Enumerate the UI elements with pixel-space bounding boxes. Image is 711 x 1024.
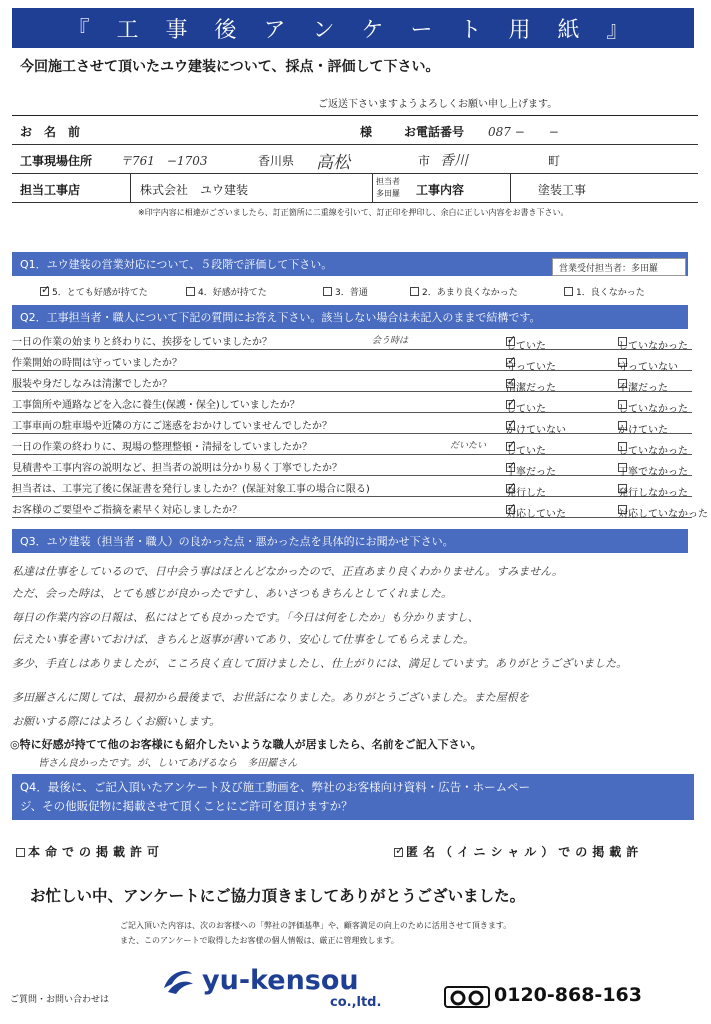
recommend-staff-prompt: ◎特に好感が持てて他のお客様にも紹介したいような職人が居ましたら、名前をご記入下さい。 [10,738,482,751]
q2-answer-label: 丁寧でなかった [618,467,688,478]
q2-row [12,434,692,455]
q2-question: 作業開始の時間は守っていましたか？ [12,358,182,369]
staff-name: 多田羅 [376,189,400,198]
phone-label: お電話番号 [404,125,465,139]
company-label: 担当工事店 [20,183,81,197]
q2-label: Q2．工事担当者・職人について下記の質問にお答え下さい。該当しない場合は未記入のままで結構です。 [20,311,541,324]
checkbox[interactable] [323,287,332,296]
swirl-logo-icon [160,966,196,996]
q4-line-1: Q4．最後に、ご記入頂いたアンケート及び施工動画を、弊社のお客様向け資料・広告・ホームペー [20,780,531,794]
permission-label: 本命での掲載許可 [28,845,165,859]
company-logo [160,966,359,996]
q2-answer-label: 発行した [506,488,546,499]
name-row [12,116,698,145]
staff-label: 担当者 [376,177,400,186]
checkbox[interactable] [410,287,419,296]
q1-option-3[interactable] [323,285,368,298]
q1-staff-box: 営業受付担当者：多田羅 [552,258,686,276]
q2-answer-label: 不潔だった [618,383,668,394]
q2-row [12,371,692,392]
permission-anonymous[interactable] [394,843,643,860]
q2-answer-label: していなかった [618,404,688,415]
logo-subtext: co.,ltd. [330,995,382,1010]
footnote-privacy: また、このアンケートで取得したお客様の個人情報は、厳正に管理致します。 [120,936,399,945]
checkbox-checked[interactable] [40,287,49,296]
q2-row [12,497,708,520]
q1-option-1[interactable] [564,285,645,298]
q2-answer-label: していた [506,446,546,457]
city-suffix: 市 [418,154,431,168]
town-value: 香川 [440,153,468,169]
q2-row [12,392,692,413]
name-label: お 名 前 [20,125,81,139]
permission-real-name[interactable] [16,843,164,860]
divider [510,174,511,202]
q2-answer-label: 守っていない [618,362,678,373]
phone-number[interactable]: 0120-868-163 [494,984,642,1006]
site-label: 工事現場住所 [20,154,93,168]
q1-option-5[interactable] [40,285,148,298]
checkbox[interactable] [186,287,195,296]
correction-disclaimer: ※印字内容に相違がございましたら、訂正箇所に二重線を引いて、訂正印を押印し、余白に正しい内容をお書き下さい。 [138,208,569,217]
q2-answer-label: かけていない [506,425,566,436]
comment-line: 多少、手直しはありましたが、こころ良く直して頂けましたし、仕上がりには、満足しています。ありがとうございました。 [12,657,628,670]
checkbox[interactable] [564,287,573,296]
q2-question: 一日の作業の終わりに、現場の整理整頓・清掃をしていましたか？ [12,442,312,453]
q1-option-label: 3．普通 [335,288,368,298]
recommend-staff-answer: 皆さん良かったです。が、しいてあげるなら 多田羅さん [38,758,298,769]
checkbox-checked[interactable] [394,848,403,857]
q1-option-4[interactable] [186,285,267,298]
q2-answer-label: 対応していなかった [618,509,708,520]
contact-label: ご質問・お問い合わせは [10,995,110,1005]
q1-option-2[interactable] [410,285,518,298]
q2-row [12,413,692,434]
divider [130,174,131,202]
q1-option-label: 4．好感が持てた [198,288,267,298]
comment-line: ただ、会った時は、とても感じが良かったですし、あいさつもきちんとしてくれました。 [12,587,452,600]
divider [372,174,373,202]
q2-row [12,329,692,350]
q1-option-label: 2．あまり良くなかった [422,288,518,298]
q3-header [12,529,688,553]
q2-question: 一日の作業の始まりと終わりに、挨拶をしていましたか？ [12,337,272,348]
comment-line: お願いする際にはよろしくお願いします。 [12,715,221,728]
q2-question: 工事車両の駐車場や近隣の方にご迷惑をおかけしていませんでしたか？ [12,421,332,432]
town-suffix: 町 [548,154,561,168]
q2-answer-label: 守っていた [506,362,556,373]
survey-subtitle: 今回施工させて頂いたユウ建装について、採点・評価して下さい。 [20,59,440,75]
q4-line-2: ジ、その他販促物に掲載させて頂くことにご許可を頂けますか？ [20,799,353,813]
q2-answer-label: 丁寧だった [506,467,556,478]
q4-header [12,774,694,820]
company-value: 株式会社 ユウ建装 [140,183,249,197]
prefecture: 香川県 [258,154,295,168]
q2-question: 見積書や工事内容の説明など、担当者の説明は分かり易く丁寧でしたか？ [12,463,342,474]
customer-info-table [12,115,698,203]
company-row [12,174,698,203]
q3-label: Q3．ユウ建装（担当者・職人）の良かった点・悪かった点を具体的にお聞かせ下さい。 [20,535,454,548]
thank-you-message: お忙しい中、アンケートにご協力頂きましてありがとうございました。 [30,887,526,905]
footnote-usage: ご記入頂いた内容は、次のお客様への「弊社の評価基準」や、顧客満足の向上のために活用させて頂きます。 [120,921,512,930]
q1-option-label: 1．良くなかった [576,288,645,298]
city-value: 高松 [316,153,350,173]
q2-note: だいたい [450,441,487,451]
work-label: 工事内容 [416,183,465,197]
q2-row [12,476,692,497]
q2-answer-label: 対応していた [506,509,566,520]
comment-line: 多田羅さんに関しては、最初から最後まで、お世話になりました。ありがとうございました。また屋根を [12,691,529,704]
q2-answer-label: していた [506,341,546,352]
site-row [12,145,698,174]
phone-value: 087 − − [488,125,559,139]
q2-question: 服装や身だしなみは清潔でしたか？ [12,379,172,390]
name-suffix: 様 [360,125,373,139]
q2-note: 会う時は [372,336,409,346]
q2-answer-label: 清潔だった [506,383,556,394]
q2-question: 担当者は、工事完了後に保証書を発行しましたか？(保証対象工事の場合に限る) [12,484,370,495]
q2-row [12,350,692,371]
logo-wordmark: yu-kensou [202,965,359,996]
q2-question: お客様のご要望やご指摘を素早く対応しましたか？ [12,505,242,516]
q2-question: 工事箇所や通路などを入念に養生(保護・保全)していましたか？ [12,400,300,411]
permission-label: 匿名（イニシャル）での掲載許 [406,845,644,859]
q2-answer-label: していた [506,404,546,415]
q2-row [12,455,692,476]
q2-answer-label: していなかった [618,446,688,457]
q2-answer-label: かけていた [618,425,668,436]
comment-line: 私達は仕事をしているので、日中会う事はほとんどなかったので、正直あまり良くわかりません。すみません。 [12,565,563,578]
checkbox[interactable] [16,848,25,857]
return-note: ご返送下さいますようよろしくお願い申し上げます。 [318,99,558,110]
work-value: 塗装工事 [538,183,587,197]
comment-line: 伝えたい事を書いておけば、きちんと返事が書いてあり、安心して仕事をしてもらえました。 [12,633,474,646]
q1-label: Q1．ユウ建装の営業対応について、５段階で評価して下さい。 [20,258,333,271]
q2-header [12,305,688,329]
comment-line: 毎日の作業内容の日報は、私にはとても良かったです。「今日は何をしたか」も分かりますし、 [12,611,479,624]
q2-answer-label: 発行しなかった [618,488,688,499]
freedial-icon [444,986,490,1008]
q2-answer-label: していなかった [618,341,688,352]
survey-title: 『 工 事 後 ア ン ケ ー ト 用 紙 』 [12,8,694,48]
postal-code: 〒761 −1703 [120,154,208,168]
q1-option-label: 5．とても好感が持てた [52,288,148,298]
